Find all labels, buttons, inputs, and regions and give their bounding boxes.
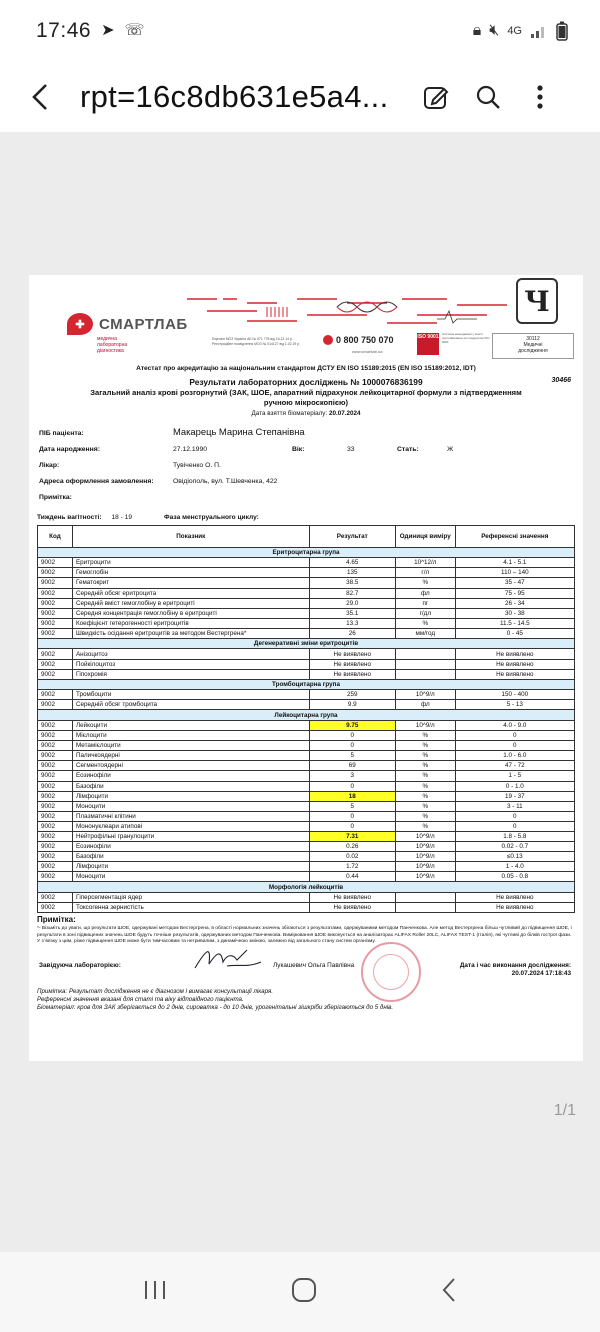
cell-unit: 10^9/л [395, 842, 455, 852]
pregnancy-value: 18 - 19 [111, 513, 133, 521]
cell-code: 9002 [38, 731, 73, 741]
table-row [38, 761, 575, 771]
patient-note-label: Примітка: [39, 493, 72, 501]
biomaterial-label: Дата взяття біоматеріалу: [251, 409, 328, 417]
cell-unit: 10^9/л [395, 862, 455, 872]
edit-button[interactable] [410, 62, 462, 132]
table-row [38, 659, 575, 669]
recents-button[interactable] [142, 1278, 168, 1307]
cell-indicator: Пойкілоцитоз [72, 659, 309, 669]
app-bar [0, 62, 600, 132]
cell-indicator: Тромбоцити [72, 690, 309, 700]
table-row [38, 741, 575, 751]
cell-result: 0.02 [309, 852, 395, 862]
table-row [38, 821, 575, 831]
cell-reference: 1.8 - 5.8 [455, 831, 574, 841]
col-code: Код [38, 525, 73, 547]
cell-code: 9002 [38, 761, 73, 771]
table-row [38, 700, 575, 710]
group-header-row [38, 882, 575, 893]
cell-indicator: Лімфоцити [72, 862, 309, 872]
cell-result: 69 [309, 761, 395, 771]
cell-unit: % [395, 781, 455, 791]
dob-label: Дата народження: [39, 445, 100, 453]
doctor-label: Лікар: [39, 461, 60, 469]
doctor-value: Тувіченко О. П. [173, 461, 221, 469]
cell-indicator: Середня концентрація гемоглобіну в еритроциті [72, 608, 309, 618]
cell-reference: Не виявлено [455, 659, 574, 669]
back-arrow-icon [30, 82, 50, 112]
accreditation-line: Атестат про акредитацію за національним стандартом ДСТУ EN ISO 15189:2015 (EN ISO 15189:2012, IDT) [136, 365, 476, 372]
completion-label: Дата і час виконання дослідження: [459, 961, 571, 969]
cell-indicator: Мієлоцити [72, 731, 309, 741]
home-button[interactable] [291, 1277, 317, 1308]
iso-description: Система менеджменту якості сертифікована за стандартом ISO 9001 [442, 332, 490, 344]
cell-reference: 0.05 - 0.8 [455, 872, 574, 882]
cell-reference: 35 - 47 [455, 578, 574, 588]
iso-badge: ISO 9001 [417, 333, 439, 355]
cell-reference: 0 - 1.0 [455, 781, 574, 791]
cell-result: 5 [309, 801, 395, 811]
edit-icon [422, 83, 450, 111]
patient-name-label: ПІБ пацієнта: [39, 429, 84, 437]
cell-code: 9002 [38, 842, 73, 852]
cell-unit: 10^9/л [395, 690, 455, 700]
cell-unit: 10^9/л [395, 831, 455, 841]
cell-code: 9002 [38, 578, 73, 588]
cell-result: 18 [309, 791, 395, 801]
age-value: 33 [347, 445, 355, 453]
cell-result: Не виявлено [309, 892, 395, 902]
lab-website: www.smartlab.ua [352, 349, 383, 354]
dna-banner-icon [187, 293, 517, 327]
cell-code: 9002 [38, 700, 73, 710]
cell-code: 9002 [38, 720, 73, 730]
cell-reference: 47 - 72 [455, 761, 574, 771]
cell-result: 38.5 [309, 578, 395, 588]
col-unit: Одиниця виміру [395, 525, 455, 547]
cell-unit: пг [395, 598, 455, 608]
table-row [38, 720, 575, 730]
patient-name: Макарець Марина Степанівна [173, 425, 305, 437]
cell-indicator: Гіперсегментація ядер [72, 892, 309, 902]
cell-indicator: Лейкоцити [72, 720, 309, 730]
cell-result: 82.7 [309, 588, 395, 598]
cell-reference: 19 - 37 [455, 791, 574, 801]
pregnancy-label: Тиждень вагітності: [37, 513, 102, 521]
cell-reference: 110 – 140 [455, 568, 574, 578]
back-button[interactable] [0, 62, 80, 132]
cell-indicator: Еозинофіли [72, 771, 309, 781]
cell-reference: 1.0 - 6.0 [455, 751, 574, 761]
cell-reference: 4.0 - 9.0 [455, 720, 574, 730]
cell-indicator: Анізоцитоз [72, 649, 309, 659]
completion-value: 20.07.2024 17:18:43 [511, 970, 571, 978]
certificate-box [492, 333, 574, 359]
cell-reference: Не виявлено [455, 669, 574, 679]
signal-icon [530, 23, 548, 39]
cell-unit: % [395, 741, 455, 751]
results-title [37, 377, 575, 387]
pregnancy-info [37, 514, 575, 521]
cell-result: Не виявлено [309, 659, 395, 669]
biomaterial-value: 20.07.2024 [328, 409, 361, 417]
table-row [38, 618, 575, 628]
document-viewer[interactable] [0, 132, 600, 1252]
footer-note-2: Референсні значення вказані для статі та віку відповідного пацієнта. [37, 996, 244, 1004]
cell-indicator: Лімфоцити [72, 791, 309, 801]
home-icon [291, 1277, 317, 1303]
status-bar [0, 0, 600, 62]
phone-number: 0 800 750 070 [336, 335, 394, 345]
table-row [38, 801, 575, 811]
cell-result: 0 [309, 821, 395, 831]
patient-info [37, 426, 575, 510]
cell-unit: фл [395, 588, 455, 598]
cell-code: 9002 [38, 751, 73, 761]
cell-reference: 0 [455, 731, 574, 741]
cell-code: 9002 [38, 618, 73, 628]
table-row [38, 903, 575, 913]
cell-reference: Не виявлено [455, 892, 574, 902]
cell-indicator: Коефіцієнт гетерогенності еритроцитів [72, 618, 309, 628]
mute-icon: 🔇︎ [489, 22, 500, 39]
cell-reference: 0 [455, 811, 574, 821]
signature-icon [187, 944, 267, 974]
cell-unit: % [395, 731, 455, 741]
cell-reference: 150 - 400 [455, 690, 574, 700]
cell-code: 9002 [38, 659, 73, 669]
telegram-icon: ➤ [101, 22, 115, 39]
table-row [38, 852, 575, 862]
group-title: Еритроцитарна група [38, 547, 575, 558]
cell-code: 9002 [38, 872, 73, 882]
table-row [38, 831, 575, 841]
group-title: Лейкоцитарна група [38, 710, 575, 721]
table-row [38, 690, 575, 700]
table-row [38, 811, 575, 821]
cell-reference: 0 [455, 821, 574, 831]
table-row [38, 669, 575, 679]
cell-result: 1.72 [309, 862, 395, 872]
more-options-button[interactable] [514, 62, 566, 132]
cell-reference: 4.1 - 5.1 [455, 558, 574, 568]
lab-tagline: медична лабораторна діагностика [97, 336, 128, 354]
cell-result: 29.0 [309, 598, 395, 608]
cell-result: 7.31 [309, 831, 395, 841]
cell-code: 9002 [38, 781, 73, 791]
cell-reference: 5 - 13 [455, 700, 574, 710]
cell-reference: 75 - 95 [455, 588, 574, 598]
table-row [38, 578, 575, 588]
cert-line-1: Медичні [523, 342, 543, 348]
address-value: Овідіополь, вул. Т.Шевченка, 422 [173, 477, 278, 485]
group-title: Тромбоцитарна група [38, 679, 575, 690]
cell-indicator: Метамієлоцити [72, 741, 309, 751]
cell-unit: % [395, 811, 455, 821]
lab-logo [67, 313, 188, 335]
signature-block [37, 948, 575, 992]
cell-code: 9002 [38, 811, 73, 821]
cell-unit: % [395, 761, 455, 771]
phone-icon [323, 335, 333, 345]
system-back-icon [440, 1277, 458, 1303]
table-row [38, 872, 575, 882]
cycle-label: Фаза менструального циклу: [164, 513, 259, 521]
cell-indicator: Плазматичні клітини [72, 811, 309, 821]
license-line-1: Ліцензія МОЗ України АЕ № 571 778 від 16.12.14 р. [212, 337, 293, 341]
cell-indicator: Еозинофіли [72, 842, 309, 852]
sex-value: Ж [447, 445, 454, 453]
cell-result: Не виявлено [309, 903, 395, 913]
cell-reference: 3 - 11 [455, 801, 574, 811]
document-title: rpt=16c8db631e5a4... [80, 79, 389, 114]
col-result: Результат [309, 525, 395, 547]
cell-result: 9.9 [309, 700, 395, 710]
group-header-row [38, 710, 575, 721]
logo-icon: ✚ [67, 313, 93, 335]
completion-info [460, 962, 571, 979]
cell-reference: Не виявлено [455, 903, 574, 913]
cell-unit: 10^9/л [395, 852, 455, 862]
cell-code: 9002 [38, 628, 73, 638]
group-title: Морфологія лейкоцитів [38, 882, 575, 893]
cell-indicator: Швидкість осідання еритроцитів за методом Вестергрена* [72, 628, 309, 638]
cell-unit: % [395, 578, 455, 588]
cell-result: Не виявлено [309, 669, 395, 679]
system-back-button[interactable] [440, 1277, 458, 1308]
cell-reference: 0.02 - 0.7 [455, 842, 574, 852]
footer-note-1: Примітка: Результат дослідження не є діагнозом і вимагає консультації лікаря. [37, 987, 273, 995]
table-row [38, 892, 575, 902]
table-row [38, 558, 575, 568]
table-row [38, 791, 575, 801]
table-row [38, 781, 575, 791]
analysis-name: Загальний аналіз крові розгорнутий (ЗАК, ШОЕ, апаратний підрахунок лейкоцитарної формули з підтвердженням ручною мікроскопією) [90, 388, 522, 407]
cell-result: Не виявлено [309, 649, 395, 659]
biomaterial-date [37, 410, 575, 417]
cell-result: 3 [309, 771, 395, 781]
table-row [38, 771, 575, 781]
table-row [38, 598, 575, 608]
cell-result: 0 [309, 731, 395, 741]
cell-unit: % [395, 801, 455, 811]
order-number: 30466 [551, 377, 571, 384]
table-row [38, 751, 575, 761]
cell-indicator: Гемоглобін [72, 568, 309, 578]
search-icon [474, 83, 502, 111]
group-title: Дегенеративні зміни еритроцитів [38, 638, 575, 649]
cell-result: 135 [309, 568, 395, 578]
network-type: 4G [507, 25, 522, 37]
table-row [38, 628, 575, 638]
cell-unit: 10^9/л [395, 720, 455, 730]
cell-result: 5 [309, 751, 395, 761]
lab-name: СМАРТЛАБ [99, 315, 188, 333]
cell-result: 26 [309, 628, 395, 638]
group-header-row [38, 547, 575, 558]
lab-phone [323, 335, 394, 345]
cell-indicator: Гіпохромія [72, 669, 309, 679]
cell-result: 0.44 [309, 872, 395, 882]
status-time: 17:46 [36, 19, 92, 42]
cell-indicator: Сегментоядерні [72, 761, 309, 771]
cell-code: 9002 [38, 892, 73, 902]
cell-code: 9002 [38, 558, 73, 568]
col-reference: Референсні значення [455, 525, 574, 547]
cell-unit [395, 669, 455, 679]
cell-unit: % [395, 618, 455, 628]
cell-result: 0 [309, 741, 395, 751]
note-title: Примітка: [37, 915, 76, 925]
cell-result: 4.65 [309, 558, 395, 568]
cell-unit: % [395, 771, 455, 781]
cell-indicator: Гематокрит [72, 578, 309, 588]
dob-value: 27.12.1990 [173, 445, 208, 453]
table-row [38, 568, 575, 578]
lab-stamp-icon [361, 942, 421, 1002]
table-row [38, 842, 575, 852]
cell-result: 0.26 [309, 842, 395, 852]
table-row [38, 608, 575, 618]
cell-code: 9002 [38, 771, 73, 781]
brand-mark-icon: Ч [516, 278, 558, 324]
lock-icon: 🔒︎ [472, 22, 482, 39]
cell-code: 9002 [38, 831, 73, 841]
results-body [38, 547, 575, 912]
cell-result: 259 [309, 690, 395, 700]
cell-reference: 1 - 5 [455, 771, 574, 781]
results-table [37, 525, 575, 913]
cell-code: 9002 [38, 598, 73, 608]
table-row [38, 731, 575, 741]
cell-result: 9.75 [309, 720, 395, 730]
cell-unit: % [395, 791, 455, 801]
cell-result: 35.1 [309, 608, 395, 618]
recents-icon [142, 1278, 168, 1302]
cell-unit: 10^12/л [395, 558, 455, 568]
cell-indicator: Середній обсяг тромбоцита [72, 700, 309, 710]
cell-result: 0 [309, 811, 395, 821]
cell-reference: 30 - 38 [455, 608, 574, 618]
cell-code: 9002 [38, 852, 73, 862]
cell-reference: 0 - 45 [455, 628, 574, 638]
cell-code: 9002 [38, 588, 73, 598]
cell-unit: фл [395, 700, 455, 710]
cell-indicator: Токсогенна зернистість [72, 903, 309, 913]
battery-icon [556, 21, 568, 41]
table-row [38, 649, 575, 659]
note-text: *- Візьміть до уваги, що результати ШОЕ, одержувані методом Вестергрена, в області нормальних значень збігаються з результатами, одержуваними методом Панченкова. Але метод Вестергрена більш чутливий до підвищення ШОЕ, і результати в зоні підвищених значень ШОЕ будуть точніше результатів, одержуваних методом Панченкова. Вимірювання ШОЕ виконується на аналізаторах ALIFAX Roller 20LC, ALIFAX TEST-1 (Італія), які чутливі до білків гострої фази. У з`вязку з цим, різке підвищення ШОЕ може бути тимчасовим та нетривалим, з динамічною зміною, залежно від загального стану систем організму. [37, 926, 572, 945]
cell-reference: Не виявлено [455, 649, 574, 659]
cell-unit [395, 903, 455, 913]
license-line-2: Реєстраційне посвідчення МОЗ № 014127 від 1.02.19 р. [212, 341, 301, 346]
cell-result: 0 [309, 781, 395, 791]
cell-unit: % [395, 751, 455, 761]
results-title-text: Результати лабораторних досліджень № 1000076836199 [189, 377, 423, 387]
cell-indicator: Середній вміст гемоглобіну в еритроциті [72, 598, 309, 608]
table-row [38, 588, 575, 598]
cell-unit: мм/год [395, 628, 455, 638]
group-header-row [38, 679, 575, 690]
cell-indicator: Середній обсяг еритроцита [72, 588, 309, 598]
cell-indicator: Моноцити [72, 872, 309, 882]
cell-code: 9002 [38, 791, 73, 801]
cell-reference: 0 [455, 741, 574, 751]
cell-indicator: Базофіли [72, 852, 309, 862]
group-header-row [38, 638, 575, 649]
search-button[interactable] [462, 62, 514, 132]
cell-reference: 1 - 4.0 [455, 862, 574, 872]
viber-icon: ☏ [124, 22, 145, 39]
col-indicator: Показник [72, 525, 309, 547]
cell-code: 9002 [38, 862, 73, 872]
cell-unit: г/дл [395, 608, 455, 618]
cell-unit: % [395, 821, 455, 831]
cell-indicator: Паличкоядерні [72, 751, 309, 761]
lab-header [37, 275, 575, 365]
cell-reference: ≤0.13 [455, 852, 574, 862]
head-label: Завідуюча лабораторією: [39, 961, 121, 969]
more-vert-icon [536, 84, 544, 110]
cell-code: 9002 [38, 669, 73, 679]
table-row [38, 862, 575, 872]
cert-code: 30112 [526, 336, 540, 342]
cell-code: 9002 [38, 608, 73, 618]
footer-note-3: Біоматеріал: кров для ЗАК зберігається до 2 днів, сироватка - до 10 днів, урогенітальні зішкріби зберігаються до 5 днів. [37, 1004, 394, 1012]
cell-unit [395, 659, 455, 669]
cell-unit: г/л [395, 568, 455, 578]
system-nav-bar [0, 1252, 600, 1332]
cell-unit [395, 649, 455, 659]
cell-result: 13.3 [309, 618, 395, 628]
cert-line-2: дослідження [518, 348, 548, 354]
cell-indicator: Мононуклеари атипові [72, 821, 309, 831]
address-label: Адреса оформлення замовлення: [39, 477, 154, 485]
cell-indicator: Еритроцити [72, 558, 309, 568]
cell-reference: 26 - 34 [455, 598, 574, 608]
table-header-row [38, 525, 575, 547]
cell-code: 9002 [38, 741, 73, 751]
head-name: Лукашевич Ольга Павлівна [273, 961, 355, 969]
cell-indicator: Моноцити [72, 801, 309, 811]
age-label: Вік: [292, 445, 305, 453]
cell-unit: 10^9/л [395, 872, 455, 882]
page-indicator: 1/1 [553, 1102, 576, 1119]
cell-code: 9002 [38, 821, 73, 831]
cell-code: 9002 [38, 801, 73, 811]
cell-indicator: Нейтрофільні гранулоцити [72, 831, 309, 841]
cell-code: 9002 [38, 690, 73, 700]
cell-unit [395, 892, 455, 902]
cell-indicator: Базофіли [72, 781, 309, 791]
cell-code: 9002 [38, 649, 73, 659]
cell-reference: 11.5 - 14.5 [455, 618, 574, 628]
document-page [29, 275, 583, 1061]
cell-code: 9002 [38, 903, 73, 913]
cell-code: 9002 [38, 568, 73, 578]
sex-label: Стать: [397, 445, 419, 453]
